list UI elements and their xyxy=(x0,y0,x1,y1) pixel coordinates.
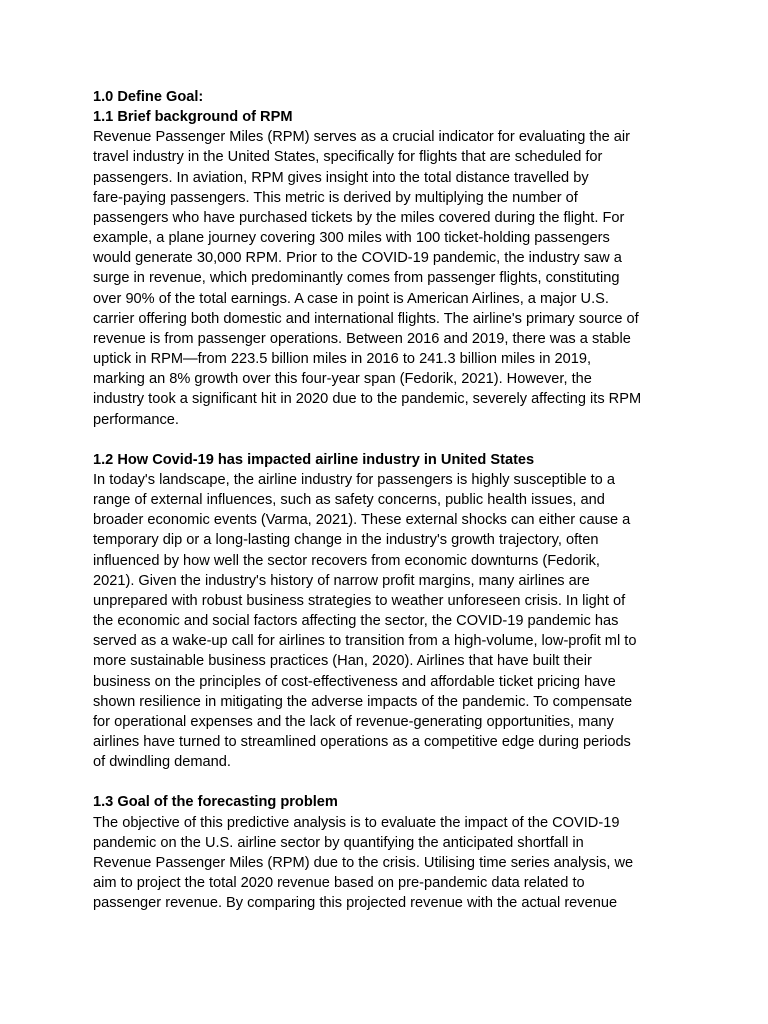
text-line: more sustainable business practices (Han, 2020). Airlines that have built their xyxy=(93,653,592,670)
text-line: Revenue Passenger Miles (RPM) serves as a crucial indicator for evaluating the air xyxy=(93,129,630,146)
text-line: uptick in RPM—from 223.5 billion miles in 2016 to 241.3 billion miles in 2019, xyxy=(93,351,592,368)
section-paragraph xyxy=(93,813,683,914)
section-paragraph xyxy=(93,127,683,429)
text-line: broader economic events (Varma, 2021). These external shocks can either cause a xyxy=(93,512,631,529)
text-line: over 90% of the total earnings. A case in point is American Airlines, a major U.S. xyxy=(93,290,609,307)
text-line: In today's landscape, the airline industry for passengers is highly susceptible to a xyxy=(93,471,615,488)
text-line: shown resilience in mitigating the adverse impacts of the pandemic. To compensate xyxy=(93,693,633,710)
text-line: aim to project the total 2020 revenue based on pre-pandemic data related to xyxy=(93,875,585,892)
text-line: for operational expenses and the lack of revenue-generating opportunities, many xyxy=(93,713,614,730)
text-line: airlines have turned to streamlined operations as a competitive edge during periods xyxy=(93,733,631,750)
text-line: unprepared with robust business strategies to weather unforeseen crisis. In light of xyxy=(93,592,626,609)
document-title: 1.0 Define Goal: xyxy=(93,89,204,105)
text-line: travel industry in the United States, specifically for flights that are scheduled for xyxy=(93,149,603,166)
text-line: 2021). Given the industry's history of narrow profit margins, many airlines are xyxy=(93,572,590,589)
document-page xyxy=(93,87,683,913)
paragraph-spacer xyxy=(93,430,683,450)
text-line: industry took a significant hit in 2020 due to the pandemic, severely affecting its RPM xyxy=(93,391,642,408)
text-line: would generate 30,000 RPM. Prior to the COVID-19 pandemic, the industry saw a xyxy=(93,250,622,267)
text-line: surge in revenue, which predominantly comes from passenger flights, constituting xyxy=(93,270,620,287)
text-line: marking an 8% growth over this four-year span (Fedorik, 2021). However, the xyxy=(93,371,592,388)
text-line: passengers who have purchased tickets by the miles covered during the flight. For xyxy=(93,209,625,226)
text-line: temporary dip or a long-lasting change in the industry's growth trajectory, often xyxy=(93,532,599,549)
text-line: of dwindling demand. xyxy=(93,754,231,771)
text-line: the economic and social factors affecting the sector, the COVID-19 pandemic has xyxy=(93,613,619,630)
text-line: business on the principles of cost-effectiveness and affordable ticket pricing have xyxy=(93,673,616,690)
text-line: pandemic on the U.S. airline sector by quantifying the anticipated shortfall in xyxy=(93,834,584,851)
text-line: The objective of this predictive analysis is to evaluate the impact of the COVID-19 xyxy=(93,814,620,831)
text-line: passenger revenue. By comparing this projected revenue with the actual revenue xyxy=(93,895,618,912)
text-line: passengers. In aviation, RPM gives insight into the total distance travelled by xyxy=(93,169,589,186)
text-line: performance. xyxy=(93,411,179,428)
section-heading: 1.3 Goal of the forecasting problem xyxy=(93,794,338,811)
text-line: influenced by how well the sector recovers from economic downturns (Fedorik, xyxy=(93,552,600,569)
paragraph-spacer xyxy=(93,772,683,792)
text-line: served as a wake-up call for airlines to transition from a high-volume, low-profit ml to xyxy=(93,633,637,650)
text-line: Revenue Passenger Miles (RPM) due to the crisis. Utilising time series analysis, we xyxy=(93,854,634,871)
section-paragraph xyxy=(93,470,683,772)
section-heading: 1.1 Brief background of RPM xyxy=(93,109,293,126)
text-line: fare-paying passengers. This metric is derived by multiplying the number of xyxy=(93,189,578,206)
section-rpm-background xyxy=(93,107,683,430)
text-line: example, a plane journey covering 300 miles with 100 ticket-holding passengers xyxy=(93,230,610,247)
section-covid-impact xyxy=(93,450,683,773)
text-line: carrier offering both domestic and international flights. The airline's primary source of xyxy=(93,310,639,327)
text-line: revenue is from passenger operations. Between 2016 and 2019, there was a stable xyxy=(93,330,631,347)
section-forecasting-goal xyxy=(93,792,683,913)
text-line: range of external influences, such as safety concerns, public health issues, and xyxy=(93,492,605,509)
section-heading: 1.2 How Covid-19 has impacted airline industry in United States xyxy=(93,451,535,468)
